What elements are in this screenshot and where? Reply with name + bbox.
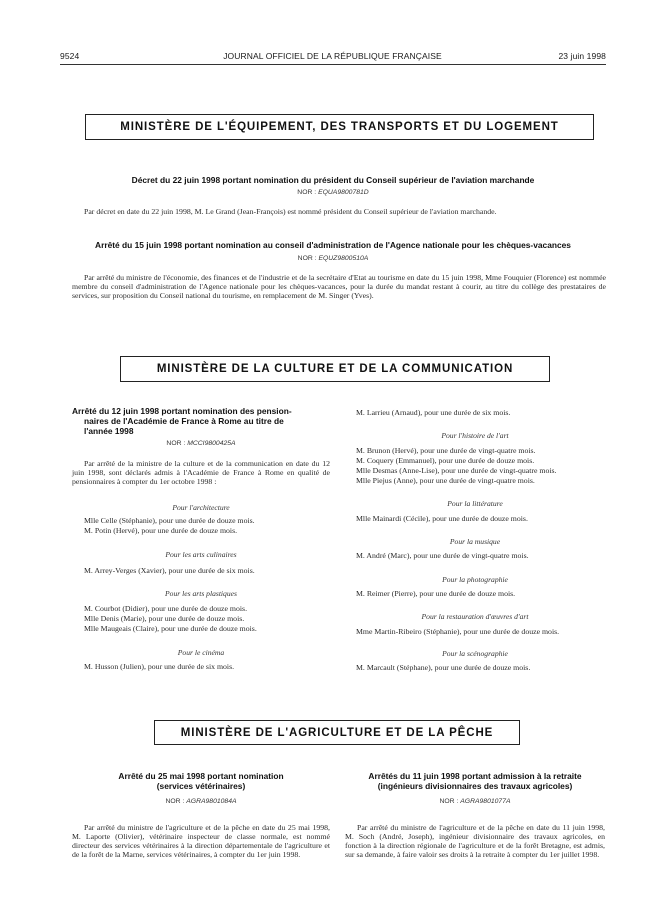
header-date: 23 juin 1998 bbox=[558, 51, 606, 61]
arrete-cheques-text: Par arrêté du ministre de l'économie, des finances et de l'industrie et de la secrétaire d'Etat au tourisme en date du 15 juin 1998, Mme Fouquier (Florence) est nommée membre du conseil d'administration de l'Agence nationale pour les chèques-vacances, pour la durée du mandat restant à courir, au titre du collège des prestataires de services, sur proposition du Conseil national du tourisme, en remplacement de M. Singer (Yves). bbox=[72, 273, 606, 301]
arrete-veterinaires-nor: NOR : AGRA9801084A bbox=[165, 798, 237, 805]
ministry-heading-culture: MINISTÈRE DE LA CULTURE ET DE LA COMMUNICATION bbox=[120, 356, 550, 382]
decret-title: Décret du 22 juin 1998 portant nomination du président du Conseil supérieur de l'aviation marchande bbox=[131, 175, 535, 185]
category-photographie: Pour la photographie bbox=[442, 575, 508, 584]
list-item: M. Courbot (Didier), pour une durée de douze mois. bbox=[84, 604, 248, 613]
category-histoire-art: Pour l'histoire de l'art bbox=[441, 431, 509, 440]
arrete-retraite-text: Par arrêté du ministre de l'agriculture et de la pêche en date du 11 juin 1998, M. Soch (André, Joseph), ingénieur divisionnaire des travaux agricoles, en fonction à la direction régionale de l'agriculture et de la forêt Bretagne, est admis, sur sa demande, à faire valoir ses droits à la retraite à compter du 1er juillet 1998. bbox=[345, 823, 605, 860]
ministry-heading-agriculture: MINISTÈRE DE L'AGRICULTURE ET DE LA PÊCHE bbox=[154, 720, 520, 745]
arrete-academie-text: Par arrêté de la ministre de la culture et de la communication en date du 12 juin 1998, sont déclarés admis à l'Académie de France à Rome en qualité de pensionnaires à compter du 1er octobre 1998 : bbox=[72, 459, 330, 487]
page-number: 9524 bbox=[60, 51, 80, 61]
list-item: M. Arrey-Verges (Xavier), pour une durée de six mois. bbox=[84, 566, 255, 575]
list-item: M. Larrieu (Arnaud), pour une durée de six mois. bbox=[356, 408, 511, 417]
list-item: Mlle Mainardi (Cécile), pour une durée de douze mois. bbox=[356, 514, 528, 523]
list-item: Mlle Desmas (Anne-Lise), pour une durée de vingt-quatre mois. bbox=[356, 466, 557, 475]
list-item: Mlle Maugeais (Claire), pour une durée de douze mois. bbox=[84, 624, 257, 633]
arrete-academie-title: Arrêté du 12 juin 1998 portant nomination des pension- naires de l'Académie de France à Rome au titre de l'année 1998 bbox=[72, 406, 292, 436]
category-litterature: Pour la littérature bbox=[447, 499, 503, 508]
list-item: Mlle Piejus (Anne), pour une durée de vingt-quatre mois. bbox=[356, 476, 535, 485]
list-item: M. Husson (Julien), pour une durée de six mois. bbox=[84, 662, 235, 671]
category-musique: Pour la musique bbox=[449, 537, 501, 546]
category-architecture: Pour l'architecture bbox=[172, 503, 230, 512]
category-cinema: Pour le cinéma bbox=[177, 648, 225, 657]
category-arts-plastiques: Pour les arts plastiques bbox=[165, 589, 237, 598]
arrete-veterinaires-title: Arrêté du 25 mai 1998 portant nomination (services vétérinaires) bbox=[118, 771, 284, 791]
list-item: M. Brunon (Hervé), pour une durée de vingt-quatre mois. bbox=[356, 446, 536, 455]
list-item: Mlle Celle (Stéphanie), pour une durée de douze mois. bbox=[84, 516, 255, 525]
list-item: Mlle Denis (Marie), pour une durée de douze mois. bbox=[84, 614, 245, 623]
category-arts-culinaires: Pour les arts culinaires bbox=[165, 550, 237, 559]
category-restauration: Pour la restauration d'œuvres d'art bbox=[421, 612, 529, 621]
list-item: M. Reimer (Pierre), pour une durée de douze mois. bbox=[356, 589, 516, 598]
list-item: M. André (Marc), pour une durée de vingt-quatre mois. bbox=[356, 551, 529, 560]
list-item: M. Marcault (Stéphane), pour une durée de douze mois. bbox=[356, 663, 531, 672]
header-rule bbox=[60, 64, 606, 65]
category-scenographie: Pour la scénographie bbox=[442, 649, 508, 658]
arrete-veterinaires-text: Par arrêté du ministre de l'agriculture et de la pêche en date du 25 mai 1998, M. Laporte (Olivier), vétérinaire inspecteur de classe normale, est nommé directeur des services vétérinaires à la direction départementale de l'agriculture et de la forêt de la Marne, services vétérinaires, à compter du 1er juin 1998. bbox=[72, 823, 330, 860]
decret-text: Par décret en date du 22 juin 1998, M. Le Grand (Jean-François) est nommé président du Conseil supérieur de l'aviation marchande. bbox=[84, 207, 497, 216]
list-item: M. Potin (Hervé), pour une durée de douze mois. bbox=[84, 526, 238, 535]
arrete-retraite-title: Arrêtés du 11 juin 1998 portant admission à la retraite (ingénieurs divisionnaires des travaux agricoles) bbox=[368, 771, 582, 791]
journal-title: JOURNAL OFFICIEL DE LA RÉPUBLIQUE FRANÇAISE bbox=[223, 51, 442, 61]
arrete-retraite-nor: NOR : AGRA9801077A bbox=[439, 798, 511, 805]
list-item: Mme Martin-Ribeiro (Stéphanie), pour une durée de douze mois. bbox=[356, 627, 560, 636]
ministry-heading-equipement: MINISTÈRE DE L'ÉQUIPEMENT, DES TRANSPORTS ET DU LOGEMENT bbox=[85, 114, 594, 140]
decret-nor: NOR : EQUA9800781D bbox=[297, 189, 369, 196]
arrete-cheques-nor: NOR : EQUZ9800510A bbox=[297, 255, 369, 262]
arrete-cheques-title: Arrêté du 15 juin 1998 portant nomination au conseil d'administration de l'Agence nationale pour les chèques-vacances bbox=[95, 240, 571, 250]
list-item: M. Coquery (Emmanuel), pour une durée de douze mois. bbox=[356, 456, 535, 465]
arrete-academie-nor: NOR : MCCI9800425A bbox=[166, 440, 236, 447]
